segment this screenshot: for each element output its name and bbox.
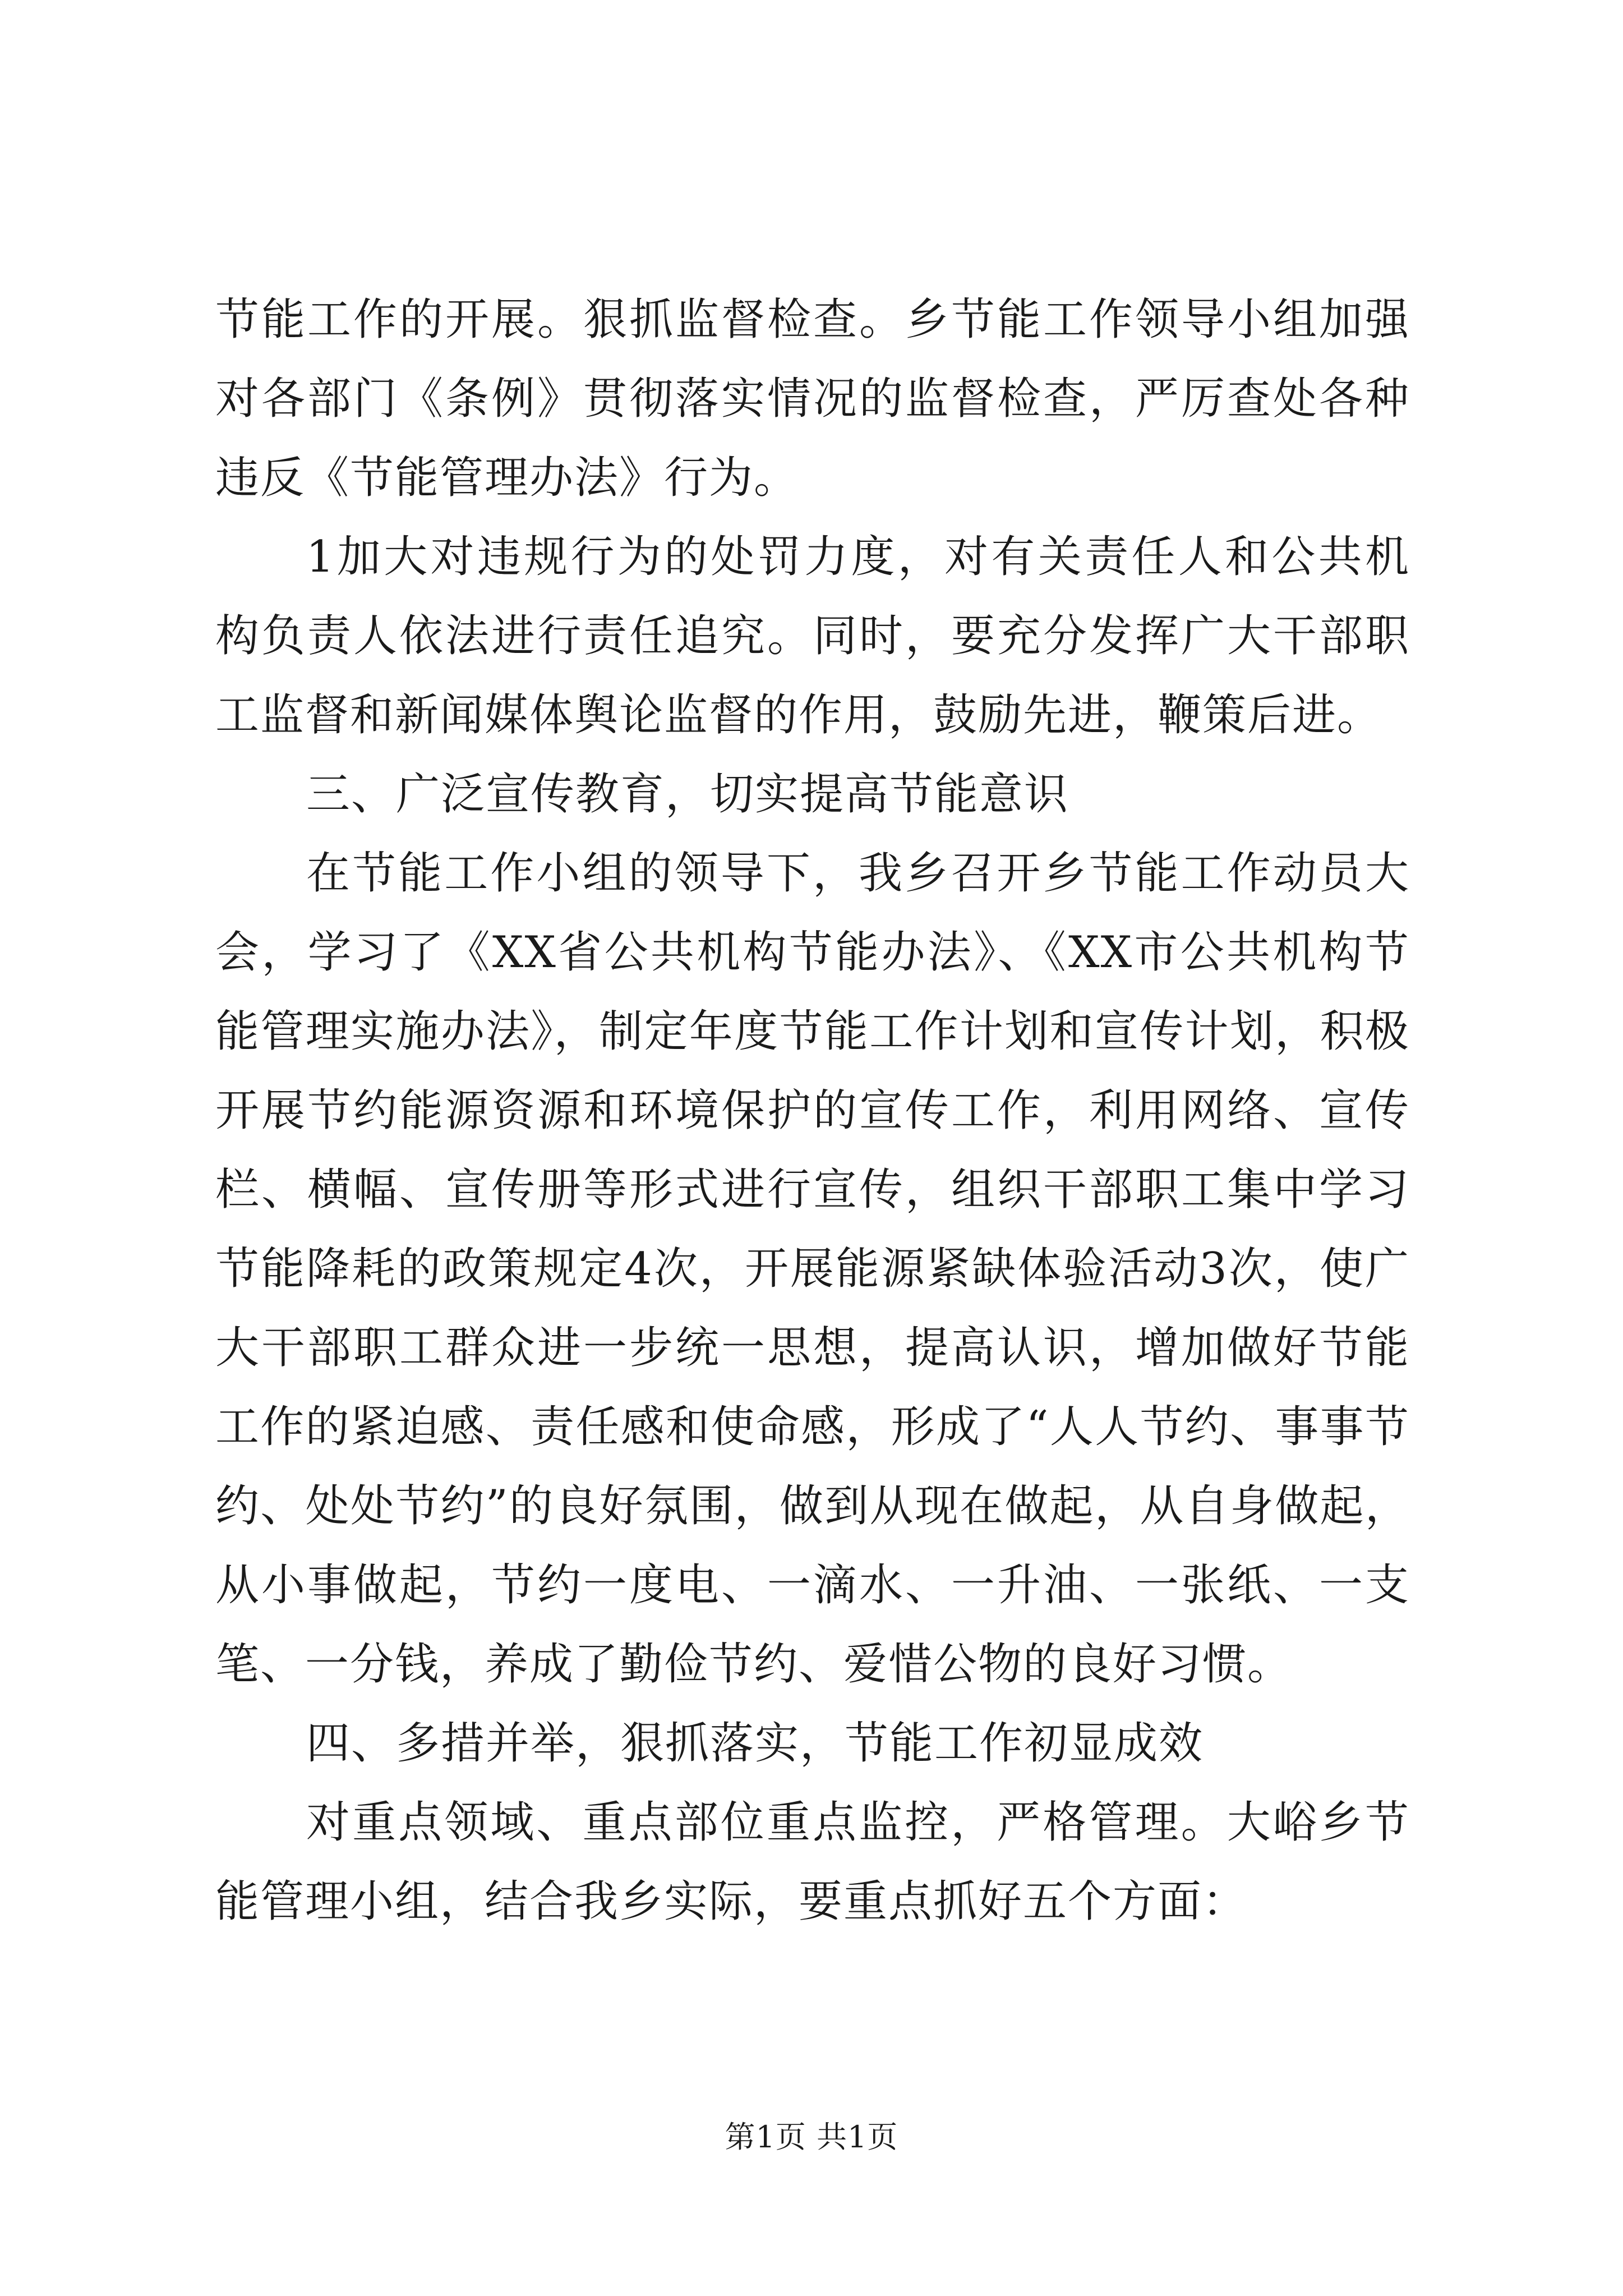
document-body: [215, 280, 1410, 1941]
paragraph-publicity: 在节能工作小组的领导下，我乡召开乡节能工作动员大会，学习了《XX省公共机构节能办法》、《XX市公共机构节能管理实施办法》，制定年度节能工作计划和宣传计划，积极开展节约能源资源和环境保护的宣传工作，利用网络、宣传栏、横幅、宣传册等形式进行宣传，组织干部职工集中学习节能降耗的政策规定4次，开展能源紧缺体验活动3次，使广大干部职工群众进一步统一思想，提高认识，增加做好节能工作的紧迫感、责任感和使命感，形成了“人人节约、事事节约、处处节约”的良好氛围，做到从现在做起，从自身做起，从小事做起，节约一度电、一滴水、一升油、一张纸、一支笔、一分钱，养成了勤俭节约、爱惜公物的良好习惯。: [215, 848, 1410, 1690]
section-heading-4: 四、多措并举，狠抓落实，节能工作初显成效: [306, 1718, 1204, 1769]
paragraph-penalty: 1加大对违规行为的处罚力度，对有关责任人和公共机构负责人依法进行责任追究。同时，要充分发挥广大干部职工监督和新闻媒体舆论监督的作用，鼓励先进，鞭策后进。: [215, 532, 1410, 740]
paragraph-continuation: 节能工作的开展。狠抓监督检查。乡节能工作领导小组加强对各部门《条例》贯彻落实情况的监督检查，严厉查处各种违反《节能管理办法》行为。: [215, 295, 1410, 503]
page-footer: 第1页 共1页: [725, 2119, 898, 2155]
paragraph-key-areas: 对重点领域、重点部位重点监控，严格管理。大峪乡节能管理小组，结合我乡实际，要重点抓好五个方面：: [215, 1797, 1410, 1927]
section-heading-3: 三、广泛宣传教育，切实提高节能意识: [306, 769, 1069, 820]
